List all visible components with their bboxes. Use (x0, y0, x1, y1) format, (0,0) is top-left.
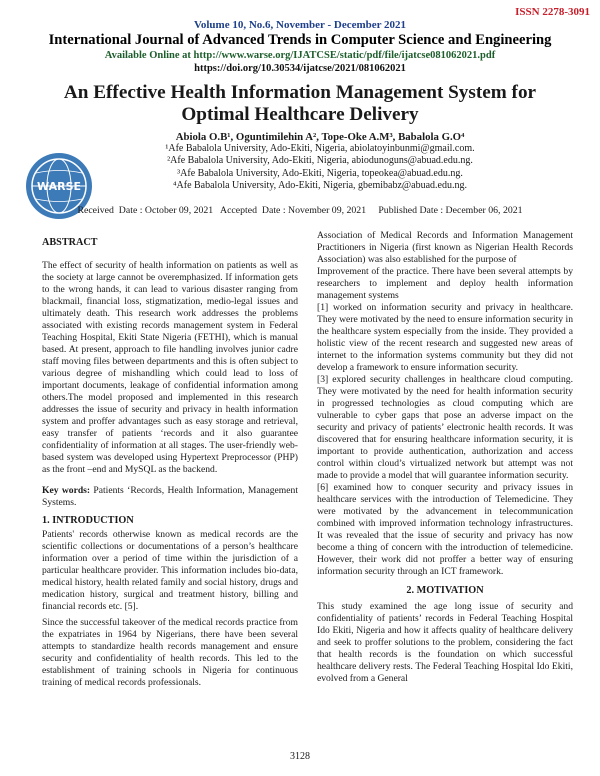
affiliation-4: ⁴Afe Babalola University, Ado-Ekiti, Nigeria, gbemibabz@abuad.edu.ng. (173, 179, 467, 191)
motivation-heading: 2. MOTIVATION (406, 585, 484, 596)
intro-paragraph-2: Since the successful takeover of the medical records practice from the expatriates in 1964 by Nigerians, there have been several attempts to standardize health records management and ensure security and confidentiality of health records. This led to the establishment of training schools in Nigeria for continuous training of medical records professionals. (42, 617, 298, 688)
introduction-heading: 1. INTRODUCTION (42, 515, 134, 526)
keywords (42, 485, 298, 509)
author-block (100, 131, 540, 192)
dates-line: Received Date : October 09, 2021 Accepted Date : November 09, 2021 Published Date : December 06, 2021 (77, 205, 523, 216)
abstract-text: The effect of security of health information on patients as well as the society at large cannot be overemphasized. If information gets to the wrong hands, it can lead to various disaster ranging from blackmail, financial loss, stigmatization, medio-legal issues and ultimately death. This research work addresses the problems associated with existing records management system in Federal Teaching Hospital, Ekiti State Nigeria (FETHI), which is manual based. At present, approach to file handling involves junior cadre staff moving files between departments and this is often subject to various degree of mishandling which could lead to loss of important documents, leakage of confidential information among others.The model proposed and implemented in this research addresses the issue of security and privacy in health information system and proffer advantages such as easy storage and retrieval, easy transfer of patients ‘records and it also guarantee confidentiality of information at all stages. The user-friendly web-based system was developed using Hypertext Preprocessor (PHP) as the front –end and MySQL as the backend. (42, 260, 298, 475)
right-paragraph-1: Association of Medical Records and Information Management Practitioners in Nigeria (first known as Nigerian Health Records Association) was also established for the purpose of (317, 230, 573, 265)
right-paragraph-5: [6] examined how to conquer security and privacy issues in healthcare services with the introduction of Telemedicine. They were motivated by the advancement in telecommunication combined with improved information technology infrastructures. It was revealed that the issue of security and privacy has now become a thing of concern with the introduction of telemedicine. However, their work did not proffer a better way of ensuring information security through an ICT framework. (317, 482, 573, 577)
right-paragraph-2: Improvement of the practice. There have been several attempts by researchers to implement and deploy health information management systems (317, 266, 573, 301)
motivation-paragraph: This study examined the age long issue of security and confidentiality of patients’ records in Federal Teaching Hospital Ido Ekiti, Nigeria and how it affects quality of healthcare delivery and seek to proffer solutions to the problem, considering the fact that health records is the foundation on which successful healthcare delivery rests. The Federal Teaching Hospital Ido Ekiti, evolved from a General (317, 601, 573, 684)
right-paragraph-4: [3] explored security challenges in healthcare cloud computing. They were motivated by the need for health information security in progressed technologies as cloud computing which are vulnerable to cyber gaps that pose an adverse impact on the security and privacy of patients’ electronic health records. It was discovered that for ensuring healthcare information security, it is important to provide authentication, authorization and access control within cloud’s virtualized network but attempt was not made to provide a model that will guarantee information security. (317, 374, 573, 481)
logo-text: WARSE (36, 180, 82, 193)
journal-title: International Journal of Advanced Trends in Computer Science and Engineering (48, 32, 552, 48)
left-column (42, 237, 298, 693)
volume-line: Volume 10, No.6, November - December 2021 (193, 19, 407, 31)
affiliation-1: ¹Afe Babalola University, Ado-Ekiti, Nigeria, abiolatoyinbunmi@gmail.com. (165, 143, 475, 155)
affiliation-3: ³Afe Babalola University, Ado-Ekiti, Nigeria, topeokea@abuad.edu.ng. (177, 167, 463, 179)
page-number: 3128 (290, 751, 310, 762)
keywords-label: Key words: (42, 485, 91, 496)
intro-paragraph-1: Patients' records otherwise known as medical records are the scientific collections or documentations of a person’s healthcare information over a period of time within the jurisdiction of a particular healthcare provider. This information includes bio-data, medical history, health related family and social history, drugs and medication history, surgical and treatment history, billing and financial records etc. [5]. (42, 529, 298, 612)
paper-title: An Effective Health Information Management System for Optimal Healthcare Delivery (63, 82, 537, 125)
author-names: Abiola O.B¹, Oguntimilehin A², Tope-Oke A.M³, Babalola G.O⁴ (175, 131, 465, 143)
affiliation-2: ²Afe Babalola University, Ado-Ekiti, Nigeria, abiodunoguns@abuad.edu.ng. (167, 155, 473, 167)
abstract-heading: ABSTRACT (42, 237, 98, 248)
right-column (317, 230, 573, 689)
doi-link[interactable]: https://doi.org/10.30534/ijatcse/2021/081062021 (194, 63, 406, 74)
issn-label: ISSN 2278-3091 (515, 6, 590, 18)
keywords-text: Patients ‘Records, Health Information, Management Systems. (42, 485, 298, 508)
available-online-link[interactable]: Available Online at http://www.warse.org/IJATCSE/static/pdf/file/ijatcse081062021.pdf (104, 50, 496, 61)
right-paragraph-3: [1] worked on information security and privacy in healthcare. They were motivated by the need to ensure information security in the healthcare system especially from the inside. They provided a holistic view of the recent research and suggested new areas of internet to the information systems community but they did not develop a framework to ensure information security. (317, 302, 573, 373)
